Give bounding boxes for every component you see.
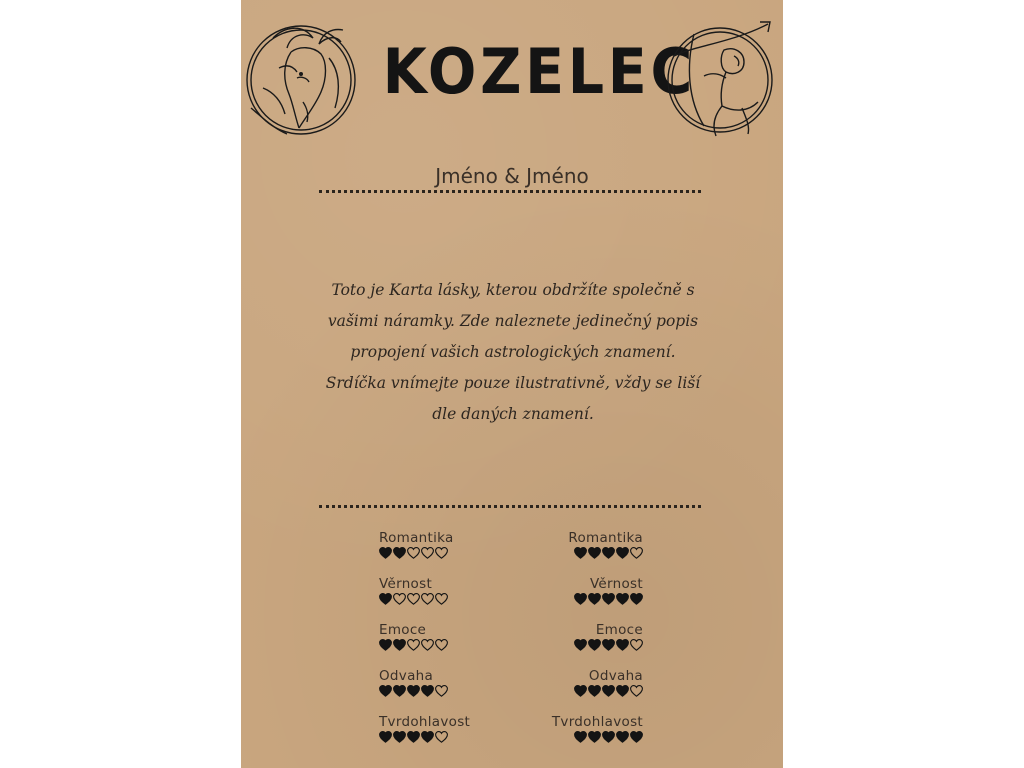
rating-hearts	[503, 593, 643, 607]
rating-item	[379, 622, 519, 668]
rating-hearts	[379, 685, 519, 699]
heart-filled-icon	[379, 731, 392, 743]
ratings-left-column	[379, 530, 519, 760]
rating-hearts	[379, 593, 519, 607]
rating-label: Věrnost	[379, 576, 433, 592]
rating-hearts	[503, 639, 643, 653]
heart-outline-icon	[435, 731, 448, 743]
heart-filled-icon	[574, 593, 587, 605]
card-message: Toto je Karta lásky, kterou obdržíte společně s vašimi náramky. Zde naleznete jedinečný popis propojení vašich astrologických znamení. Srdíčka vnímejte pouze ilustrativně, vždy se liší dle daných znamení.	[325, 281, 701, 423]
heart-filled-icon	[379, 547, 392, 559]
heart-outline-icon	[630, 547, 643, 559]
rating-item	[379, 668, 519, 714]
rating-label: Odvaha	[588, 668, 643, 684]
heart-filled-icon	[407, 685, 420, 697]
brand-title: KOZELEC	[382, 35, 696, 108]
heart-filled-icon	[588, 547, 601, 559]
heart-filled-icon	[379, 639, 392, 651]
heart-filled-icon	[393, 547, 406, 559]
heart-outline-icon	[407, 547, 420, 559]
rating-label: Tvrdohlavost	[551, 714, 643, 730]
heart-filled-icon	[407, 731, 420, 743]
ratings-right-column	[503, 530, 643, 760]
rating-item	[503, 576, 643, 622]
rating-hearts	[503, 685, 643, 699]
heart-outline-icon	[407, 639, 420, 651]
heart-filled-icon	[616, 685, 629, 697]
heart-filled-icon	[602, 593, 615, 605]
heart-filled-icon	[588, 593, 601, 605]
heart-filled-icon	[602, 685, 615, 697]
rating-item	[379, 576, 519, 622]
heart-outline-icon	[421, 639, 434, 651]
rating-item	[503, 668, 643, 714]
rating-label: Věrnost	[589, 576, 643, 592]
heart-outline-icon	[393, 593, 406, 605]
heart-filled-icon	[616, 731, 629, 743]
rating-item	[379, 530, 519, 576]
heart-filled-icon	[574, 731, 587, 743]
rating-item	[379, 714, 519, 760]
sagittarius-archer-icon	[664, 16, 776, 142]
rating-label: Romantika	[379, 530, 454, 546]
heart-outline-icon	[407, 593, 420, 605]
heart-filled-icon	[588, 639, 601, 651]
heart-filled-icon	[393, 685, 406, 697]
heart-filled-icon	[602, 547, 615, 559]
heart-filled-icon	[602, 731, 615, 743]
heart-outline-icon	[435, 547, 448, 559]
dotted-divider-top	[319, 190, 701, 193]
heart-filled-icon	[393, 731, 406, 743]
couple-names: Jméno & Jméno	[435, 164, 589, 188]
heart-filled-icon	[379, 593, 392, 605]
rating-label: Romantika	[568, 530, 643, 546]
heart-filled-icon	[588, 685, 601, 697]
heart-outline-icon	[421, 547, 434, 559]
capricorn-goat-icon	[243, 18, 359, 142]
heart-outline-icon	[630, 685, 643, 697]
rating-label: Emoce	[379, 622, 427, 638]
dotted-divider-bottom	[319, 505, 701, 508]
heart-filled-icon	[574, 685, 587, 697]
rating-item	[503, 530, 643, 576]
heart-filled-icon	[574, 639, 587, 651]
heart-outline-icon	[435, 593, 448, 605]
rating-label: Tvrdohlavost	[379, 714, 471, 730]
rating-label: Odvaha	[379, 668, 434, 684]
heart-filled-icon	[421, 731, 434, 743]
heart-filled-icon	[421, 685, 434, 697]
rating-hearts	[379, 639, 519, 653]
heart-outline-icon	[435, 639, 448, 651]
heart-filled-icon	[630, 731, 643, 743]
heart-outline-icon	[435, 685, 448, 697]
heart-filled-icon	[588, 731, 601, 743]
heart-filled-icon	[379, 685, 392, 697]
heart-filled-icon	[574, 547, 587, 559]
rating-hearts	[379, 547, 519, 561]
heart-filled-icon	[616, 547, 629, 559]
rating-item	[503, 622, 643, 668]
rating-hearts	[503, 731, 643, 745]
heart-outline-icon	[421, 593, 434, 605]
heart-filled-icon	[602, 639, 615, 651]
rating-label: Emoce	[595, 622, 643, 638]
heart-filled-icon	[630, 593, 643, 605]
heart-filled-icon	[393, 639, 406, 651]
heart-filled-icon	[616, 639, 629, 651]
rating-item	[503, 714, 643, 760]
heart-outline-icon	[630, 639, 643, 651]
heart-filled-icon	[616, 593, 629, 605]
rating-hearts	[503, 547, 643, 561]
rating-hearts	[379, 731, 519, 745]
love-card	[241, 0, 783, 768]
